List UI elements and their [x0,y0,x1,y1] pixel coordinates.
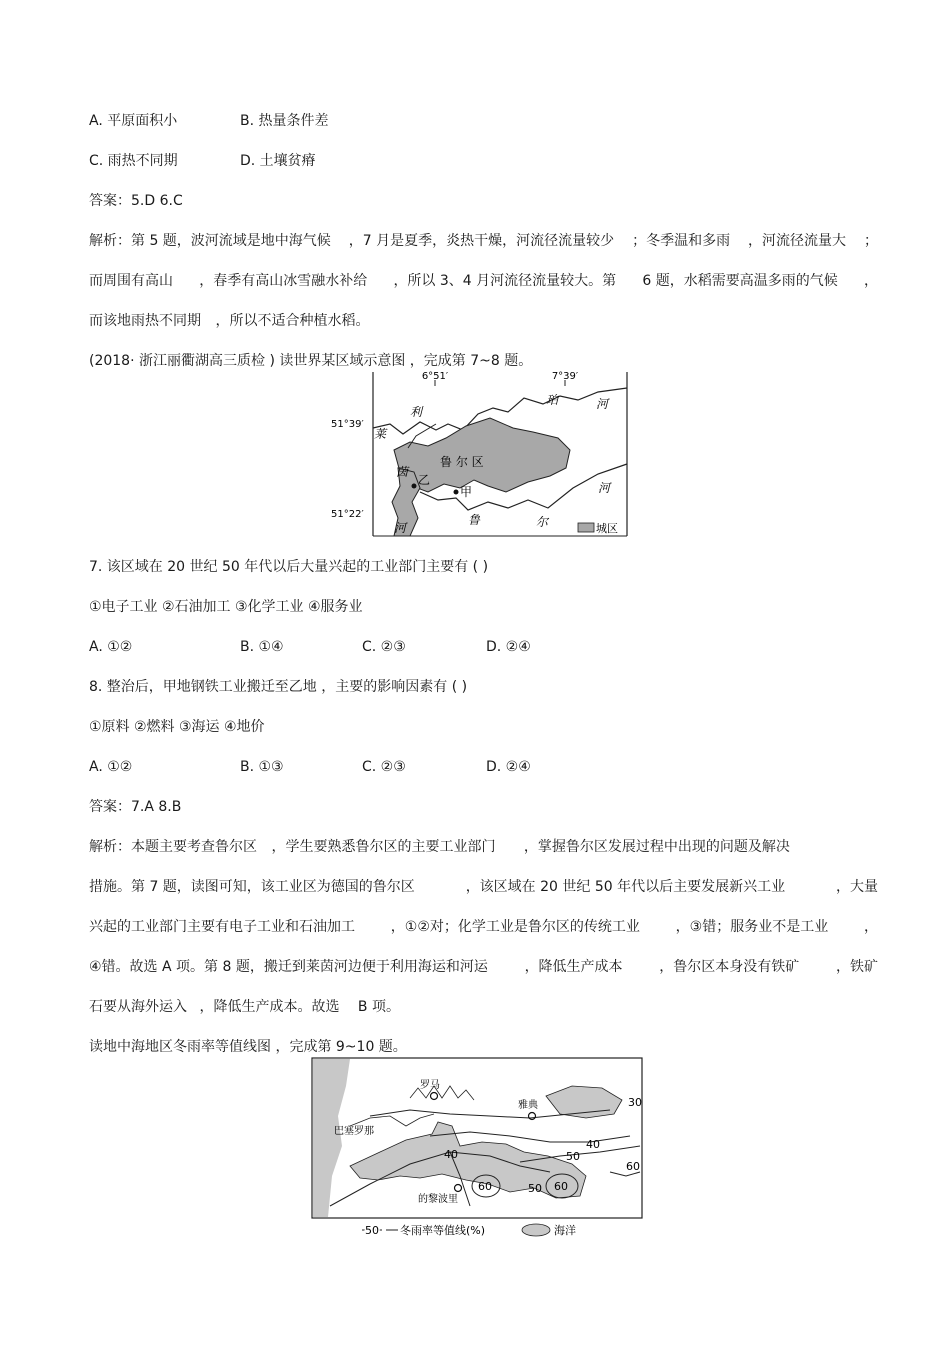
ruhr-river-label-3: 河 [598,481,611,495]
q8-items: ①原料 ②燃料 ③海运 ④地价 [89,719,265,735]
analysis-5-6-line-2 [89,271,878,291]
iso-label-40-b: 40 [444,1148,458,1161]
q8-option-d: D. ②④ [486,759,531,775]
text-segment: ，所以 3、4 月河流径流量较大。第 [393,273,617,289]
text-segment: ，③错；服务业不是工业 [675,919,829,935]
text-segment: ，鲁尔区本身没有铁矿 [659,959,800,975]
q7-option-b: B. ①④ [240,639,284,655]
text-segment: ，所以不适合种植水稻。 [215,313,370,329]
lippe-label-1: 利 [410,405,423,419]
iso-label-60-b: 60 [554,1180,568,1193]
longitude-right-label: 7°39′ [551,371,579,382]
q7-stem: 7. 该区域在 20 世纪 50 年代以后大量兴起的工业部门主要有 ( ) [89,559,489,575]
iso-label-60-c: 60 [626,1160,640,1173]
city-yi-label: 乙 [418,473,431,487]
text-segment: ，春季有高山冰雪融水补给 [199,273,368,289]
city-barcelona-label: 巴塞罗那 [334,1126,374,1137]
city-rome-label: 罗马 [420,1080,440,1091]
iso-label-40-a: 40 [586,1138,600,1151]
text-segment: B 项。 [357,999,400,1015]
analysis-7-8-line-2 [89,877,878,897]
text-segment: ，掌握鲁尔区发展过程中出现的问题及解决 [523,839,790,855]
option-a: A. 平原面积小 [89,113,178,129]
rhine-label-3: 河 [394,521,407,535]
text-segment: ； [863,233,878,249]
option-c: C. 雨热不同期 [89,153,178,169]
legend-isoline-value: 50 [365,1224,379,1237]
text-segment: ，铁矿 [836,959,878,975]
analysis-7-8-line-4 [89,957,878,977]
text-segment: ，降低生产成本。故选 [199,999,340,1015]
ruhr-region-map [328,368,630,540]
city-tripoli-label: 的黎波里 [418,1194,458,1205]
lippe-label-3: 河 [596,397,609,411]
text-segment: 解析：第 5 题，波河流域是地中海气候 [89,233,331,249]
q7-option-c: C. ②③ [362,639,406,655]
text-segment: ，降低生产成本 [524,959,623,975]
legend-sea-swatch [522,1224,550,1236]
longitude-left-label: 6°51′ [421,371,449,382]
rhine-label-1: 莱 [374,427,387,441]
option-b: B. 热量条件差 [240,113,329,129]
text-segment: 6 题，水稻需要高温多雨的气候 [642,273,838,289]
text-segment: 而该地雨热不同期 [89,313,201,329]
text-segment: 解析：本题主要考查鲁尔区 [89,839,257,855]
city-yi-dot [412,484,417,489]
text-segment: ，该区域在 20 世纪 50 年代以后主要发展新兴工业 [465,879,786,895]
iso-label-50-a: 50 [566,1150,580,1163]
lippe-label-2: 珀 [546,393,559,407]
analysis-5-6-line-1 [89,231,878,251]
text-segment: 而周围有高山 [89,273,173,289]
text-segment: ，河流径流量大 [748,233,847,249]
text-segment: 措施。第 7 题，读图可知，该工业区为德国的鲁尔区 [89,879,415,895]
iso-label-60-a: 60 [478,1180,492,1193]
text-segment: 兴起的工业部门主要有电子工业和石油加工 [89,919,355,935]
legend-sea-label: 海洋 [554,1224,576,1237]
analysis-7-8-line-5 [89,997,400,1017]
legend-urban-swatch [578,523,594,532]
mediterranean-rain-map [310,1056,646,1240]
analysis-5-6-line-3 [89,311,369,331]
text-segment: ，7 月是夏季，炎热干燥，河流径流量较少 [348,233,615,249]
text-segment: 石要从海外运入 [89,999,187,1015]
city-jia-label: 甲 [460,485,473,499]
analysis-7-8-line-1 [89,837,790,857]
legend-urban-label: 城区 [596,522,618,535]
text-segment: ，学生要熟悉鲁尔区的主要工业部门 [271,839,496,855]
q8-option-c: C. ②③ [362,759,406,775]
ruhr-river-label-1: 鲁 [468,513,481,527]
q8-stem: 8. 整治后，甲地钢铁工业搬迁至乙地 ，主要的影响因素有 ( ) [89,679,468,695]
latitude-bottom-label: 51°22′ [331,509,364,520]
ruhr-region-label: 鲁 尔 区 [440,455,484,469]
text-segment: ， [863,273,878,289]
text-segment: ，大量 [836,879,878,895]
city-jia-dot [454,490,459,495]
answer-7-8: 答案：7.A 8.B [89,799,182,815]
option-d: D. 土壤贫瘠 [240,153,316,169]
q8-option-a: A. ①② [89,759,133,775]
iso-label-30: 30 [628,1096,642,1109]
city-athens-label: 雅典 [518,1100,538,1111]
q7-option-d: D. ②④ [486,639,531,655]
q8-option-b: B. ①③ [240,759,284,775]
iso-label-50-b: 50 [528,1182,542,1195]
latitude-top-label: 51°39′ [331,419,364,430]
answer-5-6: 答案：5.D 6.C [89,193,183,209]
text-segment: ， [863,919,878,935]
legend-isoline-label: 冬雨率等值线(%) [400,1224,486,1237]
text-segment: ④错。故选 A 项。第 8 题，搬迁到莱茵河边便于利用海运和河运 [89,959,488,975]
analysis-7-8-line-3 [89,917,878,937]
ruhr-river-label-2: 尔 [536,515,549,529]
text-segment: ，①②对；化学工业是鲁尔区的传统工业 [390,919,640,935]
text-segment: ；冬季温和多雨 [632,233,731,249]
q7-option-a: A. ①② [89,639,133,655]
intro-9-10: 读地中海地区冬雨率等值线图 ，完成第 9~10 题。 [89,1039,407,1055]
rhine-label-2: 茵 [396,465,409,479]
q7-items: ①电子工业 ②石油加工 ③化学工业 ④服务业 [89,599,363,615]
intro-7-8: (2018· 浙江丽衢湖高三质检 ) 读世界某区域示意图 ，完成第 7~8 题。 [89,353,533,369]
